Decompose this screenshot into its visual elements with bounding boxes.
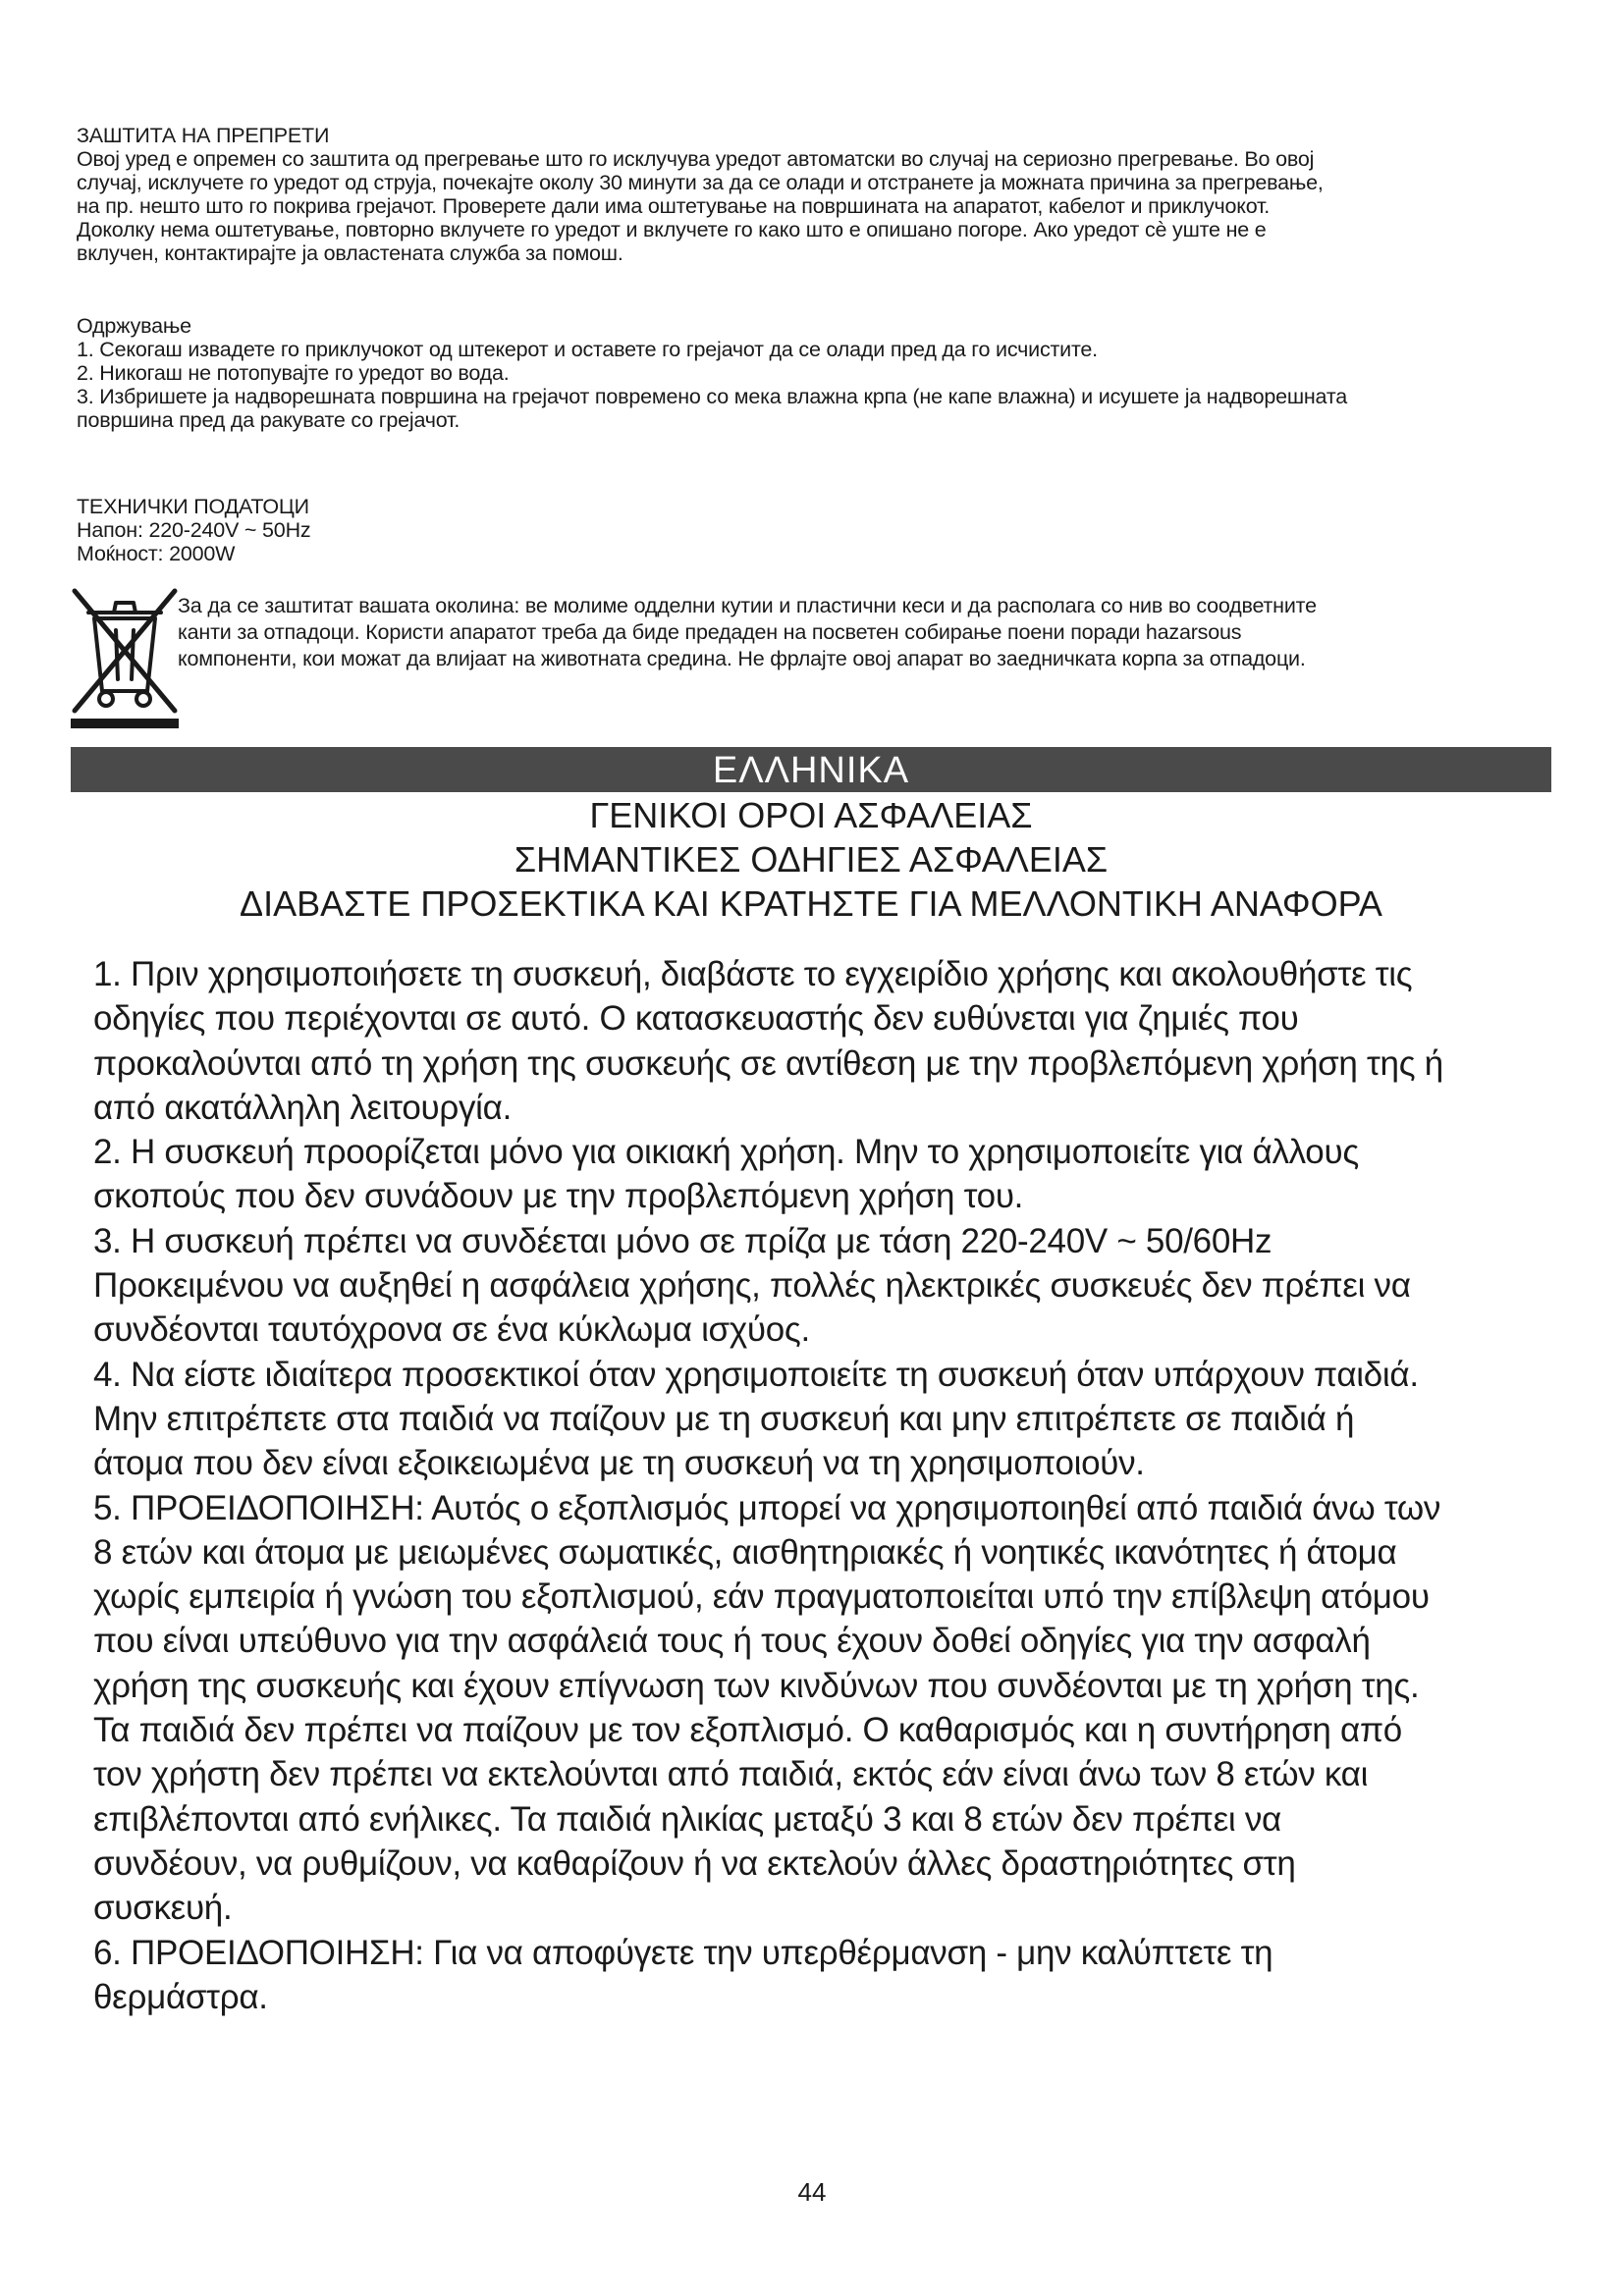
text-line: случај, исклучете го уредот од струја, почекајте околу 30 минути за да се олади и отстранете ја можната причина за прегревање,	[77, 171, 1324, 194]
text-line: вклучен, контактирајте ја овластената служба за помош.	[77, 241, 623, 265]
text-line: που είναι υπεύθυνο για την ασφάλειά τους ή τους έχουν δοθεί οδηγίες για την ασφαλή	[93, 1622, 1371, 1661]
text-line: 3. Η συσκευή πρέπει να συνδέεται μόνο σε πρίζα με τάση 220-240V ~ 50/60Hz	[93, 1221, 1272, 1260]
text-line: 3. Избришете ја надворешната површина на грејачот повремено со мека влажна крпа (не капе влажна) и исушете ја надворешната	[77, 385, 1348, 408]
text-line: άτομα που δεν είναι εξοικειωμένα με τη συσκευή να τη χρησιμοποιούν.	[93, 1444, 1145, 1483]
overheat-protection-section	[77, 124, 1540, 265]
text-line: За да се заштитат вашата околина: ве молиме одделни кутии и пластични кеси и да располага со нив во соодветните	[178, 594, 1317, 617]
text-line: οδηγίες που περιέχονται σε αυτό. Ο κατασκευαστής δεν ευθύνεται για ζημιές που	[93, 999, 1299, 1039]
power-spec: Моќност: 2000W	[77, 542, 236, 565]
heading-read-carefully: ΔΙΑΒΑΣΤΕ ΠΡΟΣΕΚΤΙΚΑ ΚΑΙ ΚΡΑΤΗΣΤΕ ΓΙΑ ΜΕΛΛΟΝΤΙΚΗ ΑΝΑΦΟΡΑ	[240, 883, 1382, 924]
maintenance-title: Одржување	[77, 314, 191, 338]
text-line: Μην επιτρέπετε στα παιδιά να παίζουν με τη συσκευή και μην επιτρέπετε σε παιδιά ή	[93, 1399, 1355, 1438]
text-line: на пр. нешто што го покрива грејачот. Проверете дали има оштетување на површината на апаратот, кабелот и приклучокот.	[77, 194, 1271, 218]
text-line: συνδέουν, να ρυθμίζουν, να καθαρίζουν ή να εκτελούν άλλες δραστηριότητες στη	[93, 1843, 1296, 1883]
text-line: 1. Секогаш извадете го приклучокот од штекерот и оставете го грејачот да се олади пред да го исчистите.	[77, 338, 1098, 361]
text-line: 4. Να είστε ιδιαίτερα προσεκτικοί όταν χρησιμοποιείτε τη συσκευή όταν υπάρχουν παιδιά.	[93, 1355, 1419, 1394]
text-line: Προκειμένου να αυξηθεί η ασφάλεια χρήσης, πολλές ηλεκτρικές συσκευές δεν πρέπει να	[93, 1266, 1411, 1306]
text-line: 2. Никогаш не потопувајте го уредот во вода.	[77, 361, 510, 385]
safety-instructions	[93, 952, 1546, 2019]
environment-disposal-note	[178, 593, 1543, 672]
heading-important-safety: ΣΗΜΑΝΤΙΚΕΣ ΟΔΗΓΙΕΣ ΑΣΦΑΛΕΙΑΣ	[514, 839, 1109, 880]
text-line: 5. ΠΡΟΕΙΔΟΠΟΙΗΣΗ: Αυτός ο εξοπλισμός μπορεί να χρησιμοποιηθεί από παιδιά άνω των	[93, 1488, 1441, 1527]
text-line: συνδέονται ταυτόχρονα σε ένα κύκλωμα ισχύος.	[93, 1310, 810, 1350]
text-line: површина пред да ракувате со грејачот.	[77, 408, 460, 432]
text-line: συσκευή.	[93, 1889, 233, 1928]
text-line: χρήση της συσκευής και έχουν επίγνωση των κινδύνων που συνδέονται με τη χρήση της.	[93, 1666, 1420, 1705]
text-line: канти за отпадоци. Користи апаратот треба да биде предаден на посветен собирање поени поради hazarsous	[178, 620, 1242, 644]
text-line: Доколку нема оштетување, повторно вклучете го уредот и вклучете го како што е опишано погоре. Ако уредот сè уште не е	[77, 218, 1267, 241]
text-line: компоненти, кои можат да влијаат на животната средина. Не фрлајте овој апарат во заедничката корпа за отпадоци.	[178, 647, 1306, 670]
crossed-out-wheelie-bin-icon	[67, 581, 183, 728]
text-line: σκοπούς που δεν συνάδουν με την προβλεπόμενη χρήση του.	[93, 1177, 1024, 1216]
technical-data-title: ТЕХНИЧКИ ПОДАТОЦИ	[77, 495, 309, 518]
overheat-protection-title: ЗАШТИТА НА ПРЕПРЕТИ	[77, 124, 330, 147]
heading-general-safety: ΓΕΝΙΚΟΙ ΟΡΟΙ ΑΣΦΑΛΕΙΑΣ	[589, 795, 1033, 835]
voltage-spec: Напон: 220-240V ~ 50Hz	[77, 518, 311, 542]
text-line: τον χρήστη δεν πρέπει να εκτελούνται από παιδιά, εκτός εάν είναι άνω των 8 ετών και	[93, 1755, 1369, 1794]
text-line: επιβλέπονται από ενήλικες. Τα παιδιά ηλικίας μεταξύ 3 και 8 ετών δεν πρέπει να	[93, 1799, 1281, 1839]
text-line: 1. Πριν χρησιμοποιήσετε τη συσκευή, διαβάστε το εγχειρίδιο χρήσης και ακολουθήστε τις	[93, 955, 1413, 993]
technical-data-section	[77, 495, 1540, 565]
safety-headings	[71, 793, 1551, 926]
page-number: 44	[797, 2177, 827, 2207]
text-line: 8 ετών και άτομα με μειωμένες σωματικές, αισθητηριακές ή νοητικές ικανότητες ή άτομα	[93, 1532, 1397, 1572]
maintenance-section	[77, 314, 1540, 432]
text-line: θερμάστρα.	[93, 1977, 268, 2016]
language-header: ΕΛΛΗΝΙΚΑ	[71, 747, 1551, 792]
text-line: 6. ΠΡΟΕΙΔΟΠΟΙΗΣΗ: Για να αποφύγετε την υπερθέρμανση - μην καλύπτετε τη	[93, 1933, 1273, 1972]
text-line: από ακατάλληλη λειτουργία.	[93, 1088, 512, 1127]
text-line: 2. Η συσκευή προορίζεται μόνο για οικιακή χρήση. Μην το χρησιμοποιείτε για άλλους	[93, 1133, 1359, 1172]
text-line: χωρίς εμπειρία ή γνώση του εξοπλισμού, εάν πραγματοποιείται υπό την επίβλεψη ατόμου	[93, 1577, 1430, 1617]
text-line: Овој уред е опремен со заштита од прегревање што го исклучува уредот автоматски во случај на сериозно прегревање. Во овој	[77, 147, 1315, 171]
text-line: Τα παιδιά δεν πρέπει να παίζουν με τον εξοπλισμό. Ο καθαρισμός και η συντήρηση από	[93, 1711, 1402, 1750]
text-line: προκαλούνται από τη χρήση της συσκευής σε αντίθεση με την προβλεπόμενη χρήση της ή	[93, 1043, 1443, 1083]
